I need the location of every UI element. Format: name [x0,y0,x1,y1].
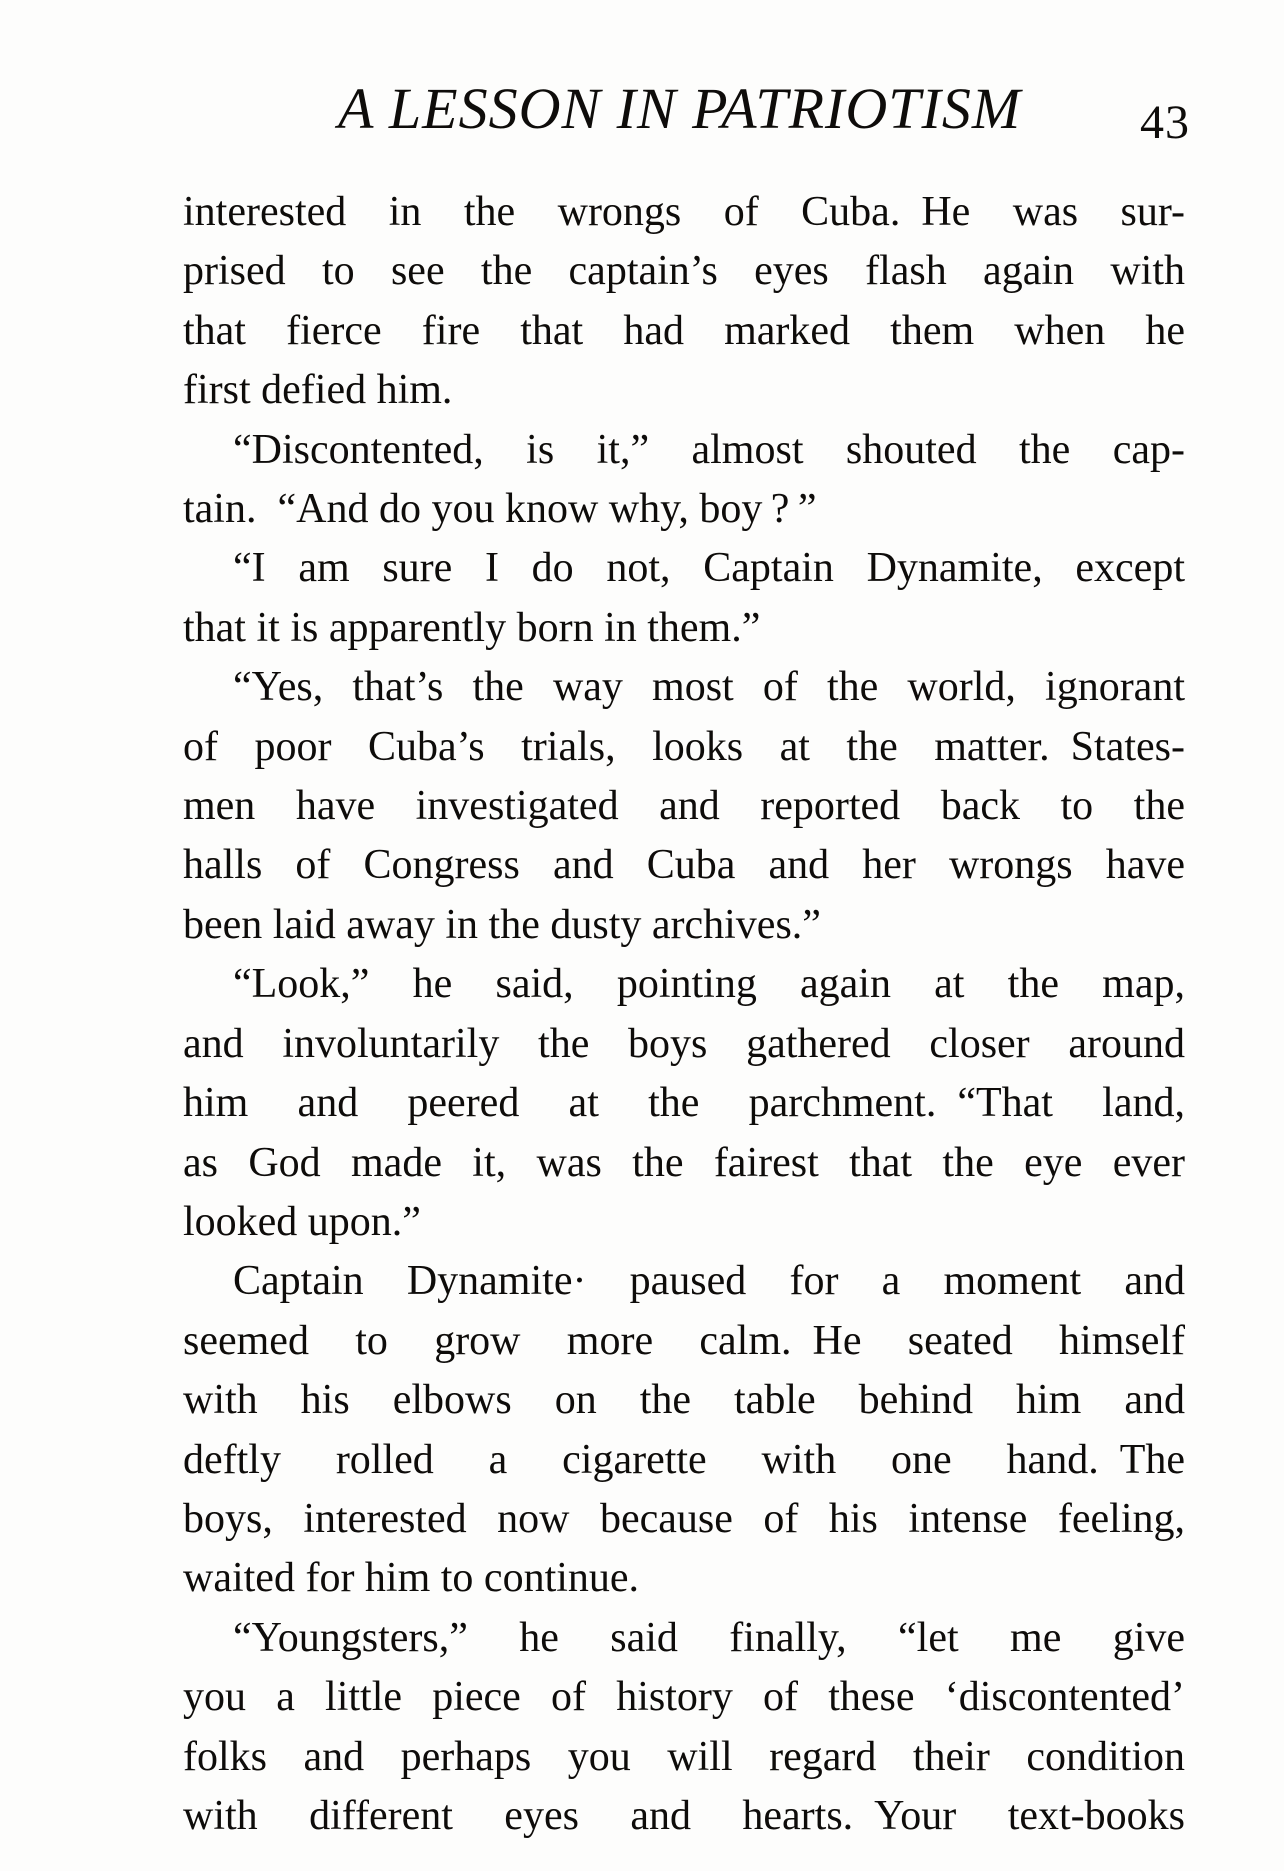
text-line: that fierce fire that had marked them when he [183,307,1185,354]
text-line: and involuntarily the boys gathered closer around [183,1020,1185,1067]
text-line: with his elbows on the table behind him and [183,1377,1185,1424]
text-line: men have investigated and reported back to the [183,783,1185,830]
text-line: with different eyes and hearts. Your text-books [183,1792,1185,1839]
text-line: folks and perhaps you will regard their condition [183,1733,1185,1780]
text-line: “Yes, that’s the way most of the world, ignorant [233,664,1185,711]
text-line: waited for him to continue. [183,1555,640,1602]
page-text [183,183,1185,1846]
text-line: been laid away in the dusty archives.” [183,901,821,948]
text-line: seemed to grow more calm. He seated himself [183,1317,1185,1364]
text-line: him and peered at the parchment. “That land, [183,1080,1185,1127]
text-line: halls of Congress and Cuba and her wrongs have [183,842,1185,889]
text-line: “Look,” he said, pointing again at the map, [233,961,1185,1008]
text-line: “I am sure I do not, Captain Dynamite, except [233,545,1185,592]
text-line: Captain Dynamite· paused for a moment and [233,1258,1185,1305]
running-header [0,0,1284,160]
text-line: boys, interested now because of his intense feeling, [183,1495,1185,1542]
text-line: interested in the wrongs of Cuba. He was sur- [183,189,1185,235]
text-line: of poor Cuba’s trials, looks at the matter. States- [183,723,1185,770]
text-line: “Discontented, is it,” almost shouted the cap- [233,426,1185,473]
text-line: “Youngsters,” he said finally, “let me give [233,1614,1185,1661]
page-number: 43 [1140,96,1190,149]
text-line: you a little piece of history of these ‘discontented’ [183,1674,1185,1721]
text-line: looked upon.” [183,1198,421,1245]
text-line: tain. “And do you know why, boy ? ” [183,486,817,533]
text-line: deftly rolled a cigarette with one hand. The [183,1436,1185,1483]
text-line: prised to see the captain’s eyes flash again with [183,248,1185,295]
text-line: as God made it, was the fairest that the eye ever [183,1139,1185,1186]
text-line: first defied him. [183,367,453,414]
text-line: that it is apparently born in them.” [183,604,761,651]
chapter-title: A LESSON IN PATRIOTISM [338,76,1022,141]
